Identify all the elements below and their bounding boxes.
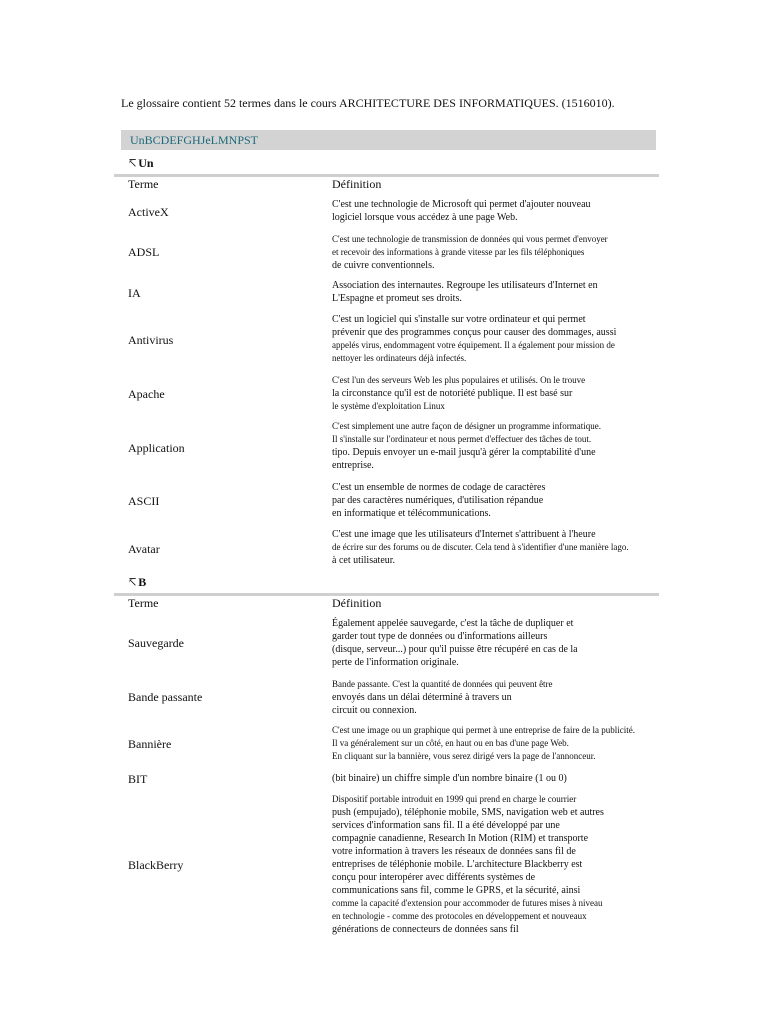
term-ascii: ASCII	[128, 494, 160, 508]
section-heading-b	[128, 575, 146, 590]
term-sauvegarde: Sauvegarde	[128, 636, 184, 650]
term-bande-passante: Bande passante	[128, 690, 203, 704]
definition-ia: Association des internautes. Regroupe les utilisateurs d'Internet en L'Espagne et promeut ses droits.	[332, 280, 598, 304]
term-activex: ActiveX	[128, 205, 169, 219]
letter-index-bar[interactable]: UnBCDEFGHJeLMNPST	[121, 130, 656, 150]
section-letter: B	[138, 575, 147, 589]
definition-avatar: C'est une image que les utilisateurs d'Internet s'attribuent à l'heure de écrire sur des forums ou de discuter. Cela tend à s'identifier d'une manière lago. à cet utilisateur.	[332, 529, 629, 566]
column-header-term: Terme	[128, 596, 159, 610]
definition-ascii: C'est un ensemble de normes de codage de caractères par des caractères numériques, d'utilisation répandue en informatique et télécommunications.	[332, 482, 546, 519]
section-divider	[114, 174, 659, 177]
term-antivirus: Antivirus	[128, 333, 174, 347]
back-to-top-icon[interactable]: ↸	[128, 158, 138, 170]
glossary-intro: Le glossaire contient 52 termes dans le cours ARCHITECTURE DES INFORMATIQUES. (1516010).	[121, 96, 615, 110]
definition-antivirus: C'est un logiciel qui s'installe sur votre ordinateur et qui permet prévenir que des programmes conçus pour causer des dommages, aussi appelés virus, endommagent votre équipement. Il a également pour mission de nettoyer les ordinateurs déjà infectés.	[332, 314, 617, 363]
definition-application: C'est simplement une autre façon de désigner un programme informatique. Il s'installe sur l'ordinateur et nous permet d'effectuer des tâches de tout. tipo. Depuis envoyer un e-mail jusqu'à gérer la comptabilité d'une entreprise.	[332, 421, 602, 471]
term-ia: IA	[128, 286, 141, 300]
back-to-top-icon[interactable]: ↸	[128, 577, 138, 589]
term-bit: BIT	[128, 772, 148, 786]
term-banniere: Bannière	[128, 737, 172, 751]
term-adsl: ADSL	[128, 245, 160, 259]
definition-sauvegarde: Également appelée sauvegarde, c'est la tâche de dupliquer et garder tout type de données ou d'informations ailleurs (disque, serveur...) pour qu'il puisse être récupéré en cas de la perte de l'information originale.	[332, 618, 578, 668]
term-application: Application	[128, 441, 185, 455]
definition-blackberry: Dispositif portable introduit en 1999 qui prend en charge le courrier push (empujado), téléphonie mobile, SMS, navigation web et autres services d'information sans fil. Il a été développé par une compagnie canadienne, Research In Motion (RIM) et transporte votre information à travers les réseaux de données sans fil de entreprises de téléphonie mobile. L'architecture Blackberry est conçu pour interopérer avec différents systèmes de communications sans fil, comme le GPRS, et la sécurité, ainsi comme la capacité d'extension pour accommoder de futures mises à niveau en technologie - comme des protocoles en développement et nouveaux générations de connecteurs de données sans fil	[332, 794, 604, 935]
definition-bande-passante: Bande passante. C'est la quantité de données qui peuvent être envoyés dans un délai déterminé à travers un circuit ou connexion.	[332, 679, 553, 716]
column-header-definition: Définition	[332, 177, 382, 191]
definition-apache: C'est l'un des serveurs Web les plus populaires et utilisés. On le trouve la circonstance qu'il est de notoriété publique. Il est basé sur le système d'exploitation Linux	[332, 375, 586, 411]
term-avatar: Avatar	[128, 542, 160, 556]
definition-adsl: C'est une technologie de transmission de données qui vous permet d'envoyer et recevoir des informations à grande vitesse par les fils téléphoniques de cuivre conventionnels.	[332, 234, 608, 271]
section-heading-un	[128, 156, 154, 171]
definition-bit: (bit binaire) un chiffre simple d'un nombre binaire (1 ou 0)	[332, 773, 567, 784]
term-blackberry: BlackBerry	[128, 858, 184, 872]
section-letter: Un	[138, 156, 154, 170]
column-header-definition: Définition	[332, 596, 382, 610]
section-divider	[114, 593, 659, 596]
term-apache: Apache	[128, 387, 165, 401]
definition-activex: C'est une technologie de Microsoft qui permet d'ajouter nouveau logiciel lorsque vous accédez à une page Web.	[332, 199, 591, 223]
column-header-term: Terme	[128, 177, 159, 191]
definition-banniere: C'est une image ou un graphique qui permet à une entreprise de faire de la publicité. Il va généralement sur un côté, en haut ou en bas d'une page Web. En cliquant sur la bannière, vous serez dirigé vers la page de l'annonceur.	[332, 725, 636, 761]
